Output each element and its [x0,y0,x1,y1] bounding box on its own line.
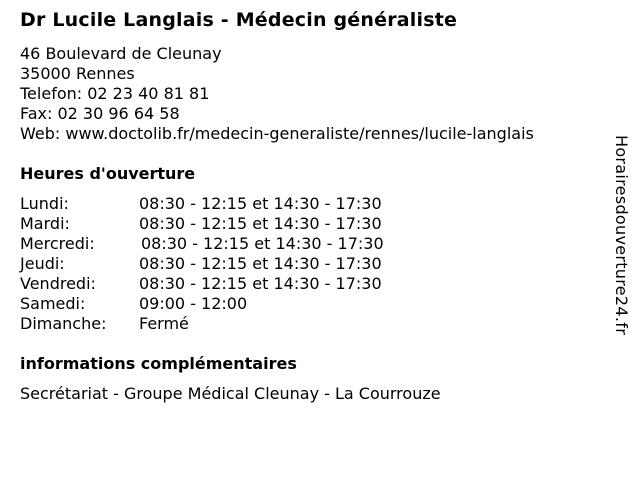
page-title: Dr Lucile Langlais - Médecin généraliste [20,9,458,31]
fax-number: Fax: 02 30 96 64 58 [20,104,180,123]
time-value: 08:30 - 12:15 et 14:30 - 17:30 [139,254,382,273]
time-value: 08:30 - 12:15 et 14:30 - 17:30 [139,214,382,233]
day-label: Vendredi: [20,274,96,293]
contact-block [20,44,534,144]
info-heading: informations complémentaires [20,354,297,373]
day-label: Jeudi: [20,254,65,273]
site-watermark [612,135,632,371]
website-link[interactable]: Web: www.doctolib.fr/medecin-generaliste/rennes/lucile-langlais [20,124,534,143]
time-value: 08:30 - 12:15 et 14:30 - 17:30 [139,194,382,213]
time-value: 08:30 - 12:15 et 14:30 - 17:30 [139,274,382,293]
day-label: Mardi: [20,214,70,233]
time-value: 08:30 - 12:15 et 14:30 - 17:30 [141,234,384,253]
time-value: 09:00 - 12:00 [139,294,248,313]
hours-heading: Heures d'ouverture [20,164,196,183]
day-label: Mercredi: [20,234,95,253]
day-label: Dimanche: [20,314,107,333]
site-watermark-label: Horairesdouverture24.fr [612,135,631,336]
info-text: Secrétariat - Groupe Médical Cleunay - La Courrouze [20,384,441,403]
time-value: Fermé [139,314,189,333]
day-label: Lundi: [20,194,69,213]
street-address: 46 Boulevard de Cleunay [20,44,222,63]
city: 35000 Rennes [20,64,135,83]
phone-number[interactable]: Telefon: 02 23 40 81 81 [20,84,210,103]
day-label: Samedi: [20,294,86,313]
